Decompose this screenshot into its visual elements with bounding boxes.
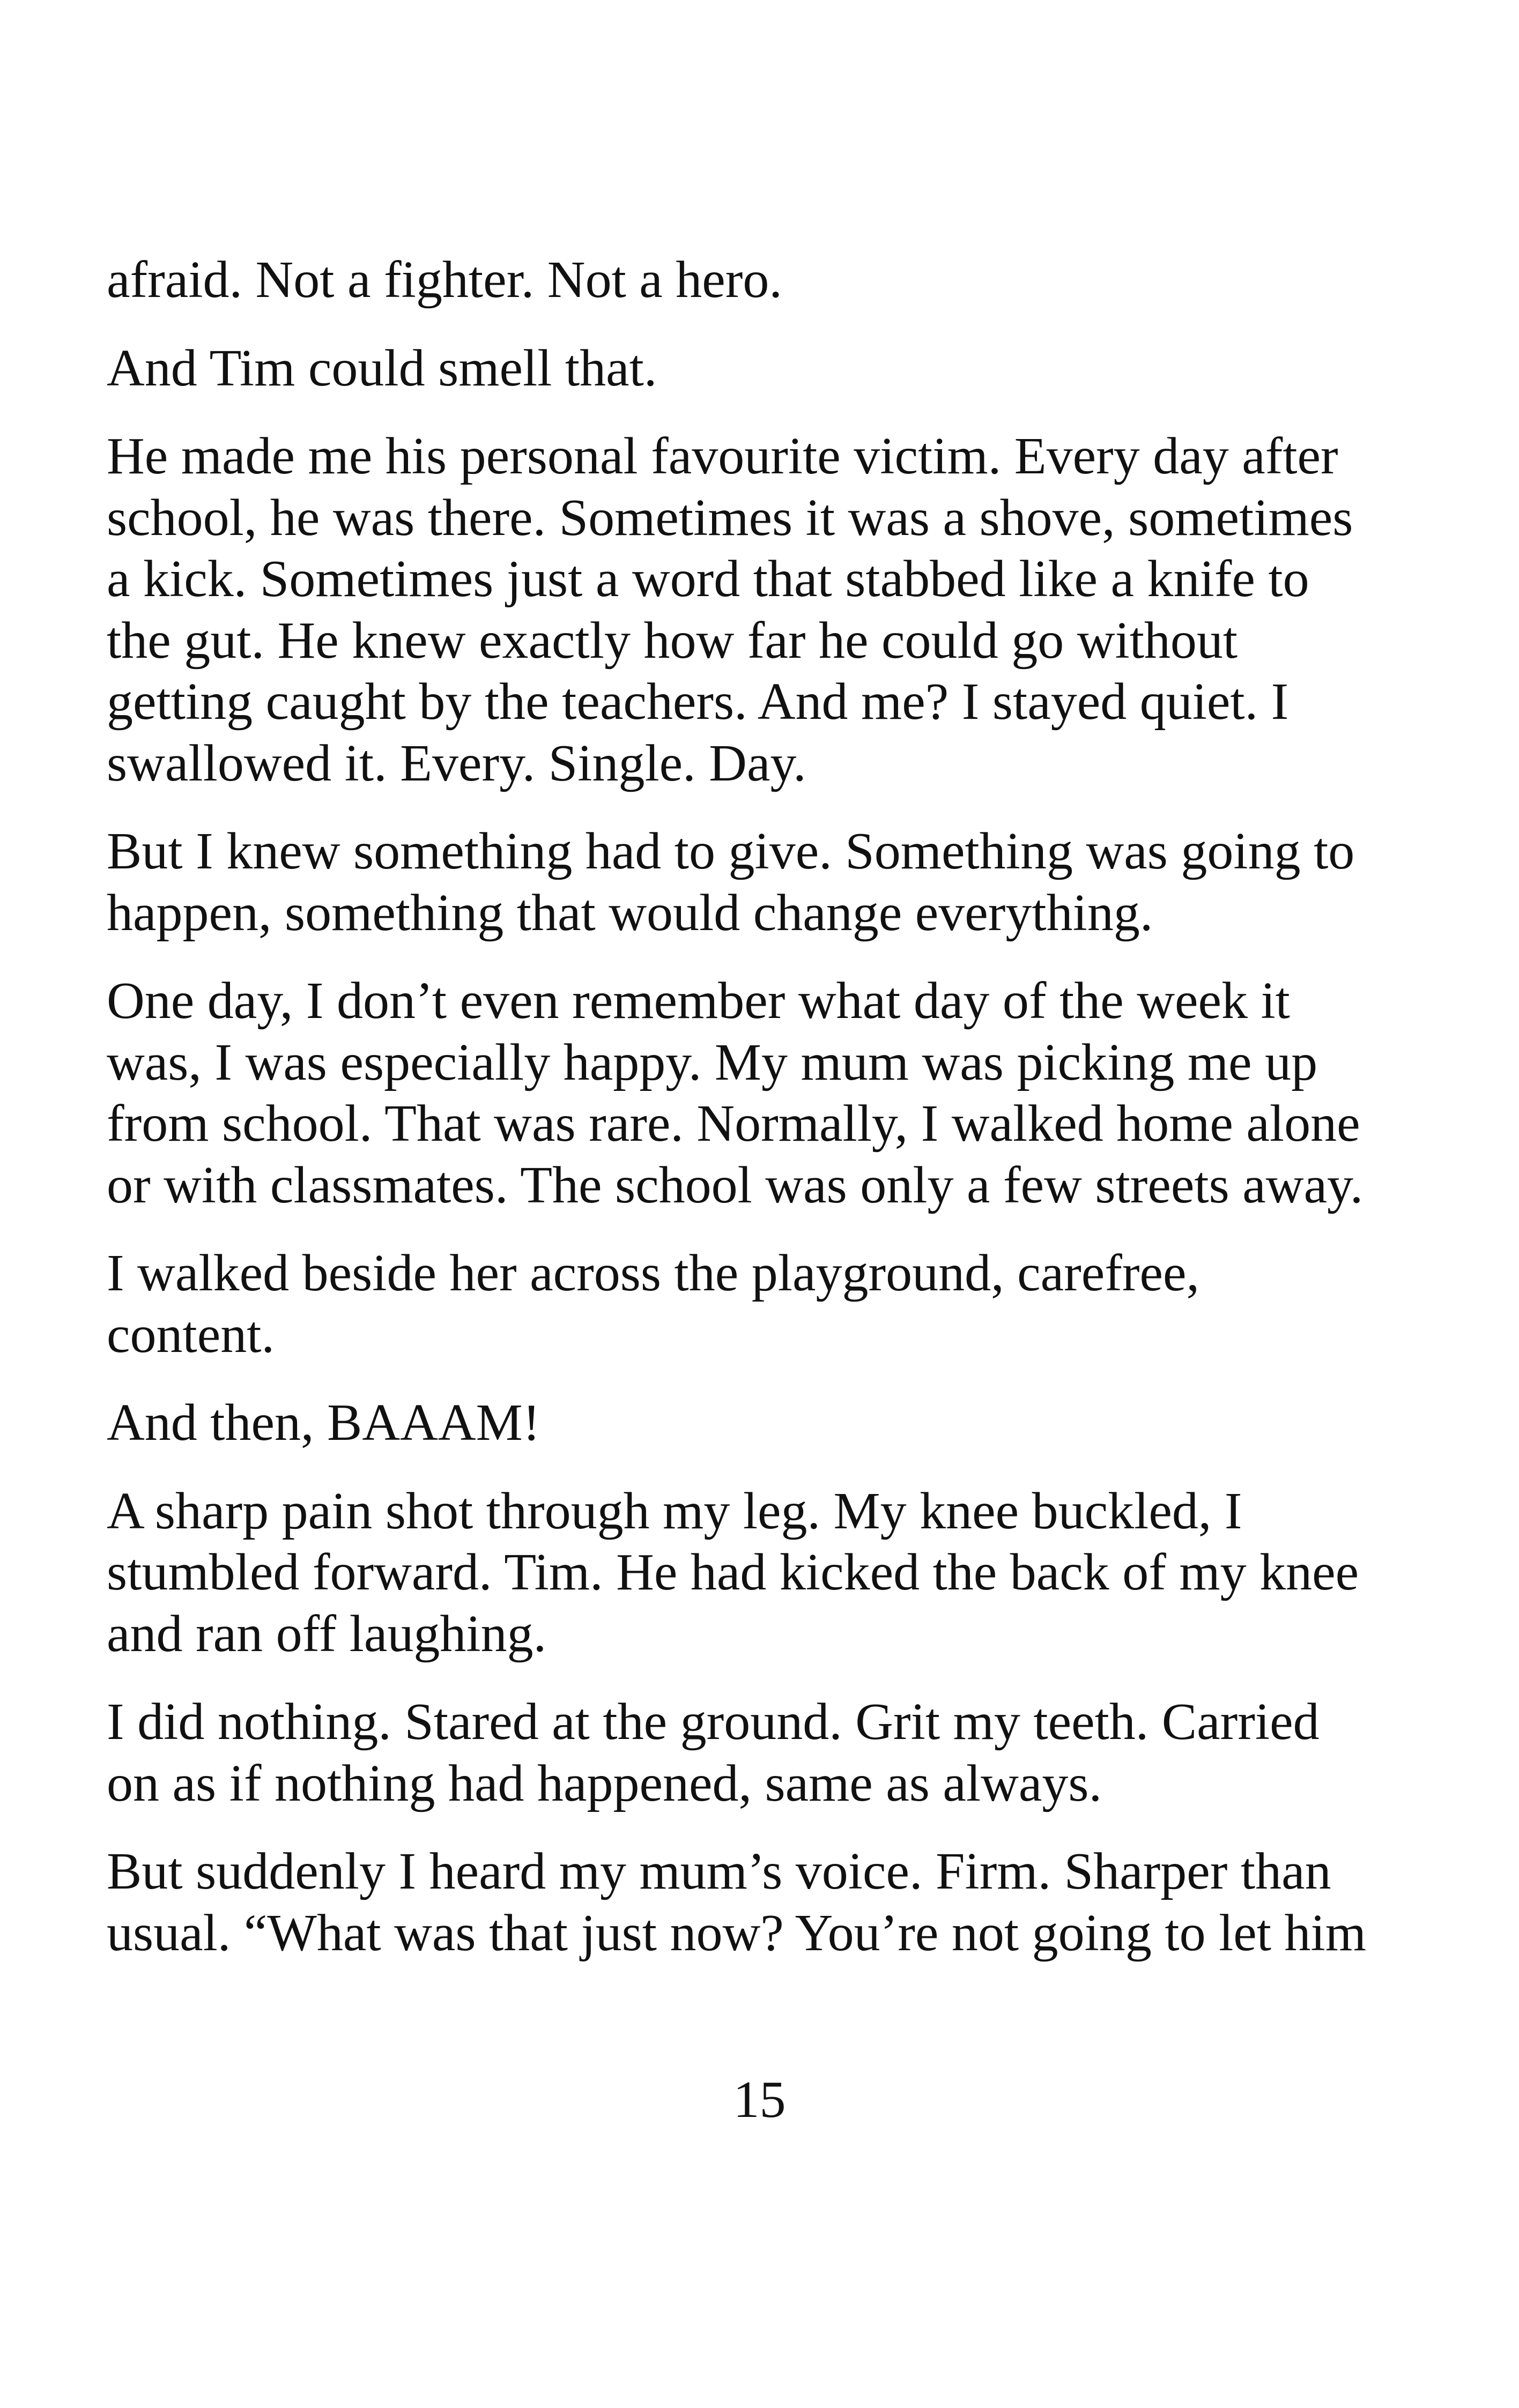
paragraph <box>107 821 1420 943</box>
text-line: getting caught by the teachers. And me? I stayed quiet. I <box>107 673 1289 731</box>
paragraph <box>107 1243 1420 1365</box>
paragraph <box>107 249 1420 311</box>
paragraph <box>107 1841 1420 1964</box>
text-line: or with classmates. The school was only a few streets away. <box>107 1156 1364 1214</box>
text-line: happen, something that would change everything. <box>107 883 1153 942</box>
text-line: He made me his personal favourite victim. Every day after <box>107 427 1338 485</box>
paragraph <box>107 426 1420 794</box>
page-number: 15 <box>733 2071 786 2129</box>
text-line: school, he was there. Sometimes it was a shove, sometimes <box>107 488 1353 547</box>
body-text <box>107 249 1420 1990</box>
text-line: stumbled forward. Tim. He had kicked the back of my knee <box>107 1543 1359 1601</box>
paragraph <box>107 970 1420 1216</box>
text-line: A sharp pain shot through my leg. My knee buckled, I <box>107 1482 1242 1540</box>
paragraph <box>107 338 1420 399</box>
text-line: But I knew something had to give. Something was going to <box>107 822 1355 880</box>
paragraph <box>107 1691 1420 1814</box>
paragraph <box>107 1481 1420 1665</box>
text-line: a kick. Sometimes just a word that stabbed like a knife to <box>107 550 1309 608</box>
text-line: from school. That was rare. Normally, I walked home alone <box>107 1095 1360 1153</box>
text-line: on as if nothing had happened, same as always. <box>107 1754 1102 1812</box>
text-line: and ran off laughing. <box>107 1604 547 1663</box>
text-line: usual. “What was that just now? You’re not going to let him <box>107 1904 1366 1962</box>
text-line: I walked beside her across the playground, carefree, <box>107 1244 1199 1302</box>
text-line: swallowed it. Every. Single. Day. <box>107 734 806 792</box>
text-line: content. <box>107 1305 275 1364</box>
text-line: I did nothing. Stared at the ground. Grit my teeth. Carried <box>107 1693 1320 1751</box>
text-line: And then, BAAAM! <box>107 1394 540 1452</box>
text-line: But suddenly I heard my mum’s voice. Firm. Sharper than <box>107 1842 1331 1900</box>
text-line: the gut. He knew exactly how far he could go without <box>107 611 1238 670</box>
text-line: One day, I don’t even remember what day of the week it <box>107 972 1290 1030</box>
text-line: was, I was especially happy. My mum was picking me up <box>107 1033 1318 1091</box>
paragraph <box>107 1392 1420 1454</box>
text-line: afraid. Not a fighter. Not a hero. <box>107 251 782 309</box>
text-line: And Tim could smell that. <box>107 339 657 397</box>
